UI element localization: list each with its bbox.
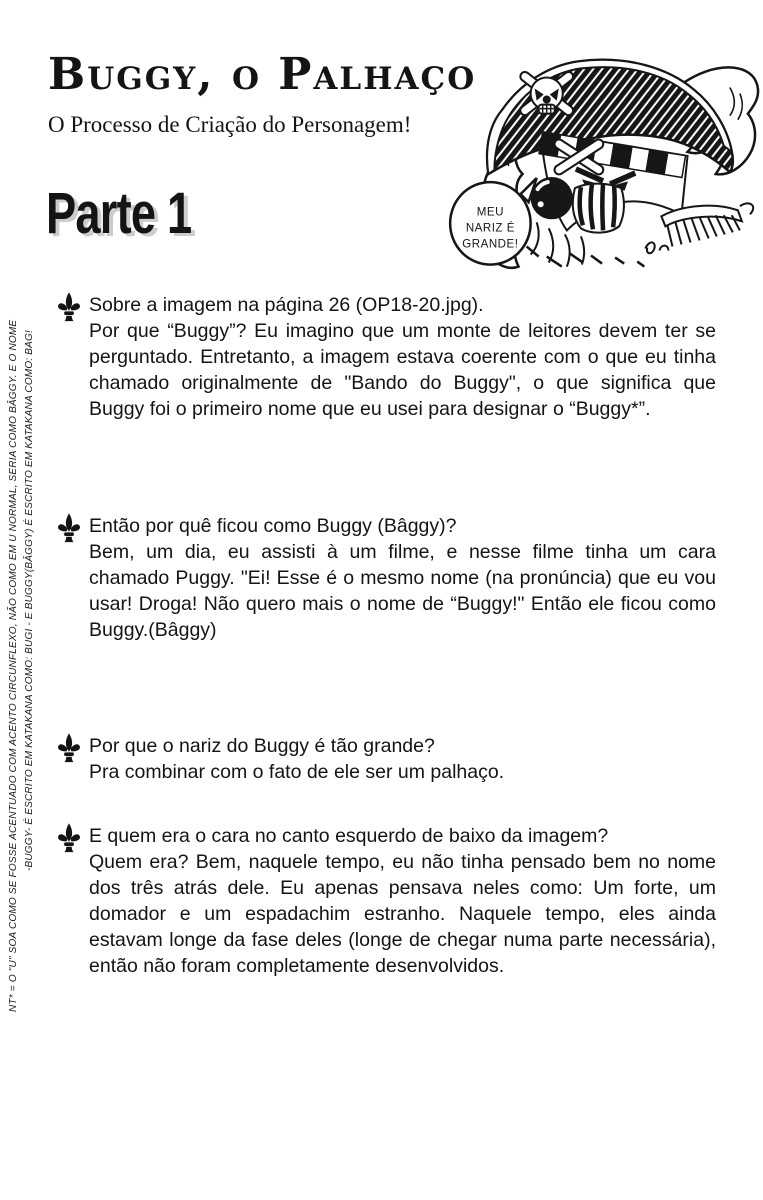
qa-answer: Pra combinar com o fato de ele ser um palhaço. — [89, 761, 505, 783]
translator-note-line1: NT* = O "U" SOA COMO SE FOSSE ACENTUADO COM ACENTO CIRCUNFLEXO, NÃO COMO EM U NORMAL, SERIA COMO BÂGGY. E O NOME — [8, 319, 19, 1012]
striped-bandana — [573, 183, 624, 233]
page-title: Buggy, o Palhaço — [48, 49, 477, 101]
sketch-squiggle — [645, 242, 668, 253]
speech-bubble — [450, 178, 537, 265]
qa-item-2 — [56, 513, 716, 643]
qa-answer: Quem era? Bem, naquele tempo, eu não tinha pensado bem no nome dos três atrás dele. Eu apenas pensava neles como: Um forte, um domador e um espadachim estranho. Naquele tempo, eles ainda estavam longe da fase deles (longe de chegar numa parte necessária), então não foram completamente desenvolvidos. — [89, 851, 716, 977]
fleur-de-lis-icon — [56, 822, 82, 853]
qa-item-1 — [56, 292, 716, 422]
fleur-de-lis-icon — [56, 732, 82, 763]
page-subtitle: O Processo de Criação do Personagem! — [48, 112, 412, 137]
speech-bubble-line: MEU — [476, 206, 504, 219]
speech-bubble-line: NARIZ É — [465, 222, 515, 235]
fur-collar — [531, 222, 584, 266]
translator-note-line2: -BUGGY- É ESCRITO EM KATAKANA COMO: BUGI - E BUGGY(BÂGGY) É ESCRITO EM KATAKANA COMO: BAG! — [24, 330, 35, 872]
fleur-de-lis-icon — [56, 291, 82, 322]
section-heading: Parte 1 — [46, 181, 192, 246]
fleur-de-lis-icon — [56, 512, 82, 543]
translator-note-vertical — [6, 319, 40, 1012]
qa-answer: Bem, um dia, eu assisti à um filme, e nesse filme tinha um cara chamado Puggy. "Ei! Esse é o mesmo nome (na pronúncia) que eu vou usar! Droga! Não quero mais o nome de “Buggy!" Então ele ficou como Buggy.(Bâggy) — [89, 541, 716, 641]
buggy-sketch — [428, 50, 763, 288]
qa-answer: Por que “Buggy”? Eu imagino que um monte de leitores devem ter se perguntado. Entretanto, a imagem estava coerente com o que eu tinha chamado originalmente de "Bando do Buggy", o que significa que Buggy foi o primeiro nome que eu usei para designar o “Buggy*”. — [89, 320, 716, 420]
speech-bubble-line: GRANDE! — [462, 238, 519, 251]
qa-question: E quem era o cara no canto esquerdo de baixo da imagem? — [89, 825, 609, 847]
qa-question: Por que o nariz do Buggy é tão grande? — [89, 735, 435, 757]
qa-question: Sobre a imagem na página 26 (OP18-20.jpg). — [89, 294, 484, 316]
qa-item-3 — [56, 733, 716, 785]
epaulette — [661, 203, 753, 246]
qa-item-4 — [56, 823, 716, 979]
qa-question: Então por quê ficou como Buggy (Bâggy)? — [89, 515, 457, 537]
motion-lines — [527, 246, 645, 266]
big-nose — [531, 177, 573, 219]
buggy-illustration — [428, 50, 763, 288]
